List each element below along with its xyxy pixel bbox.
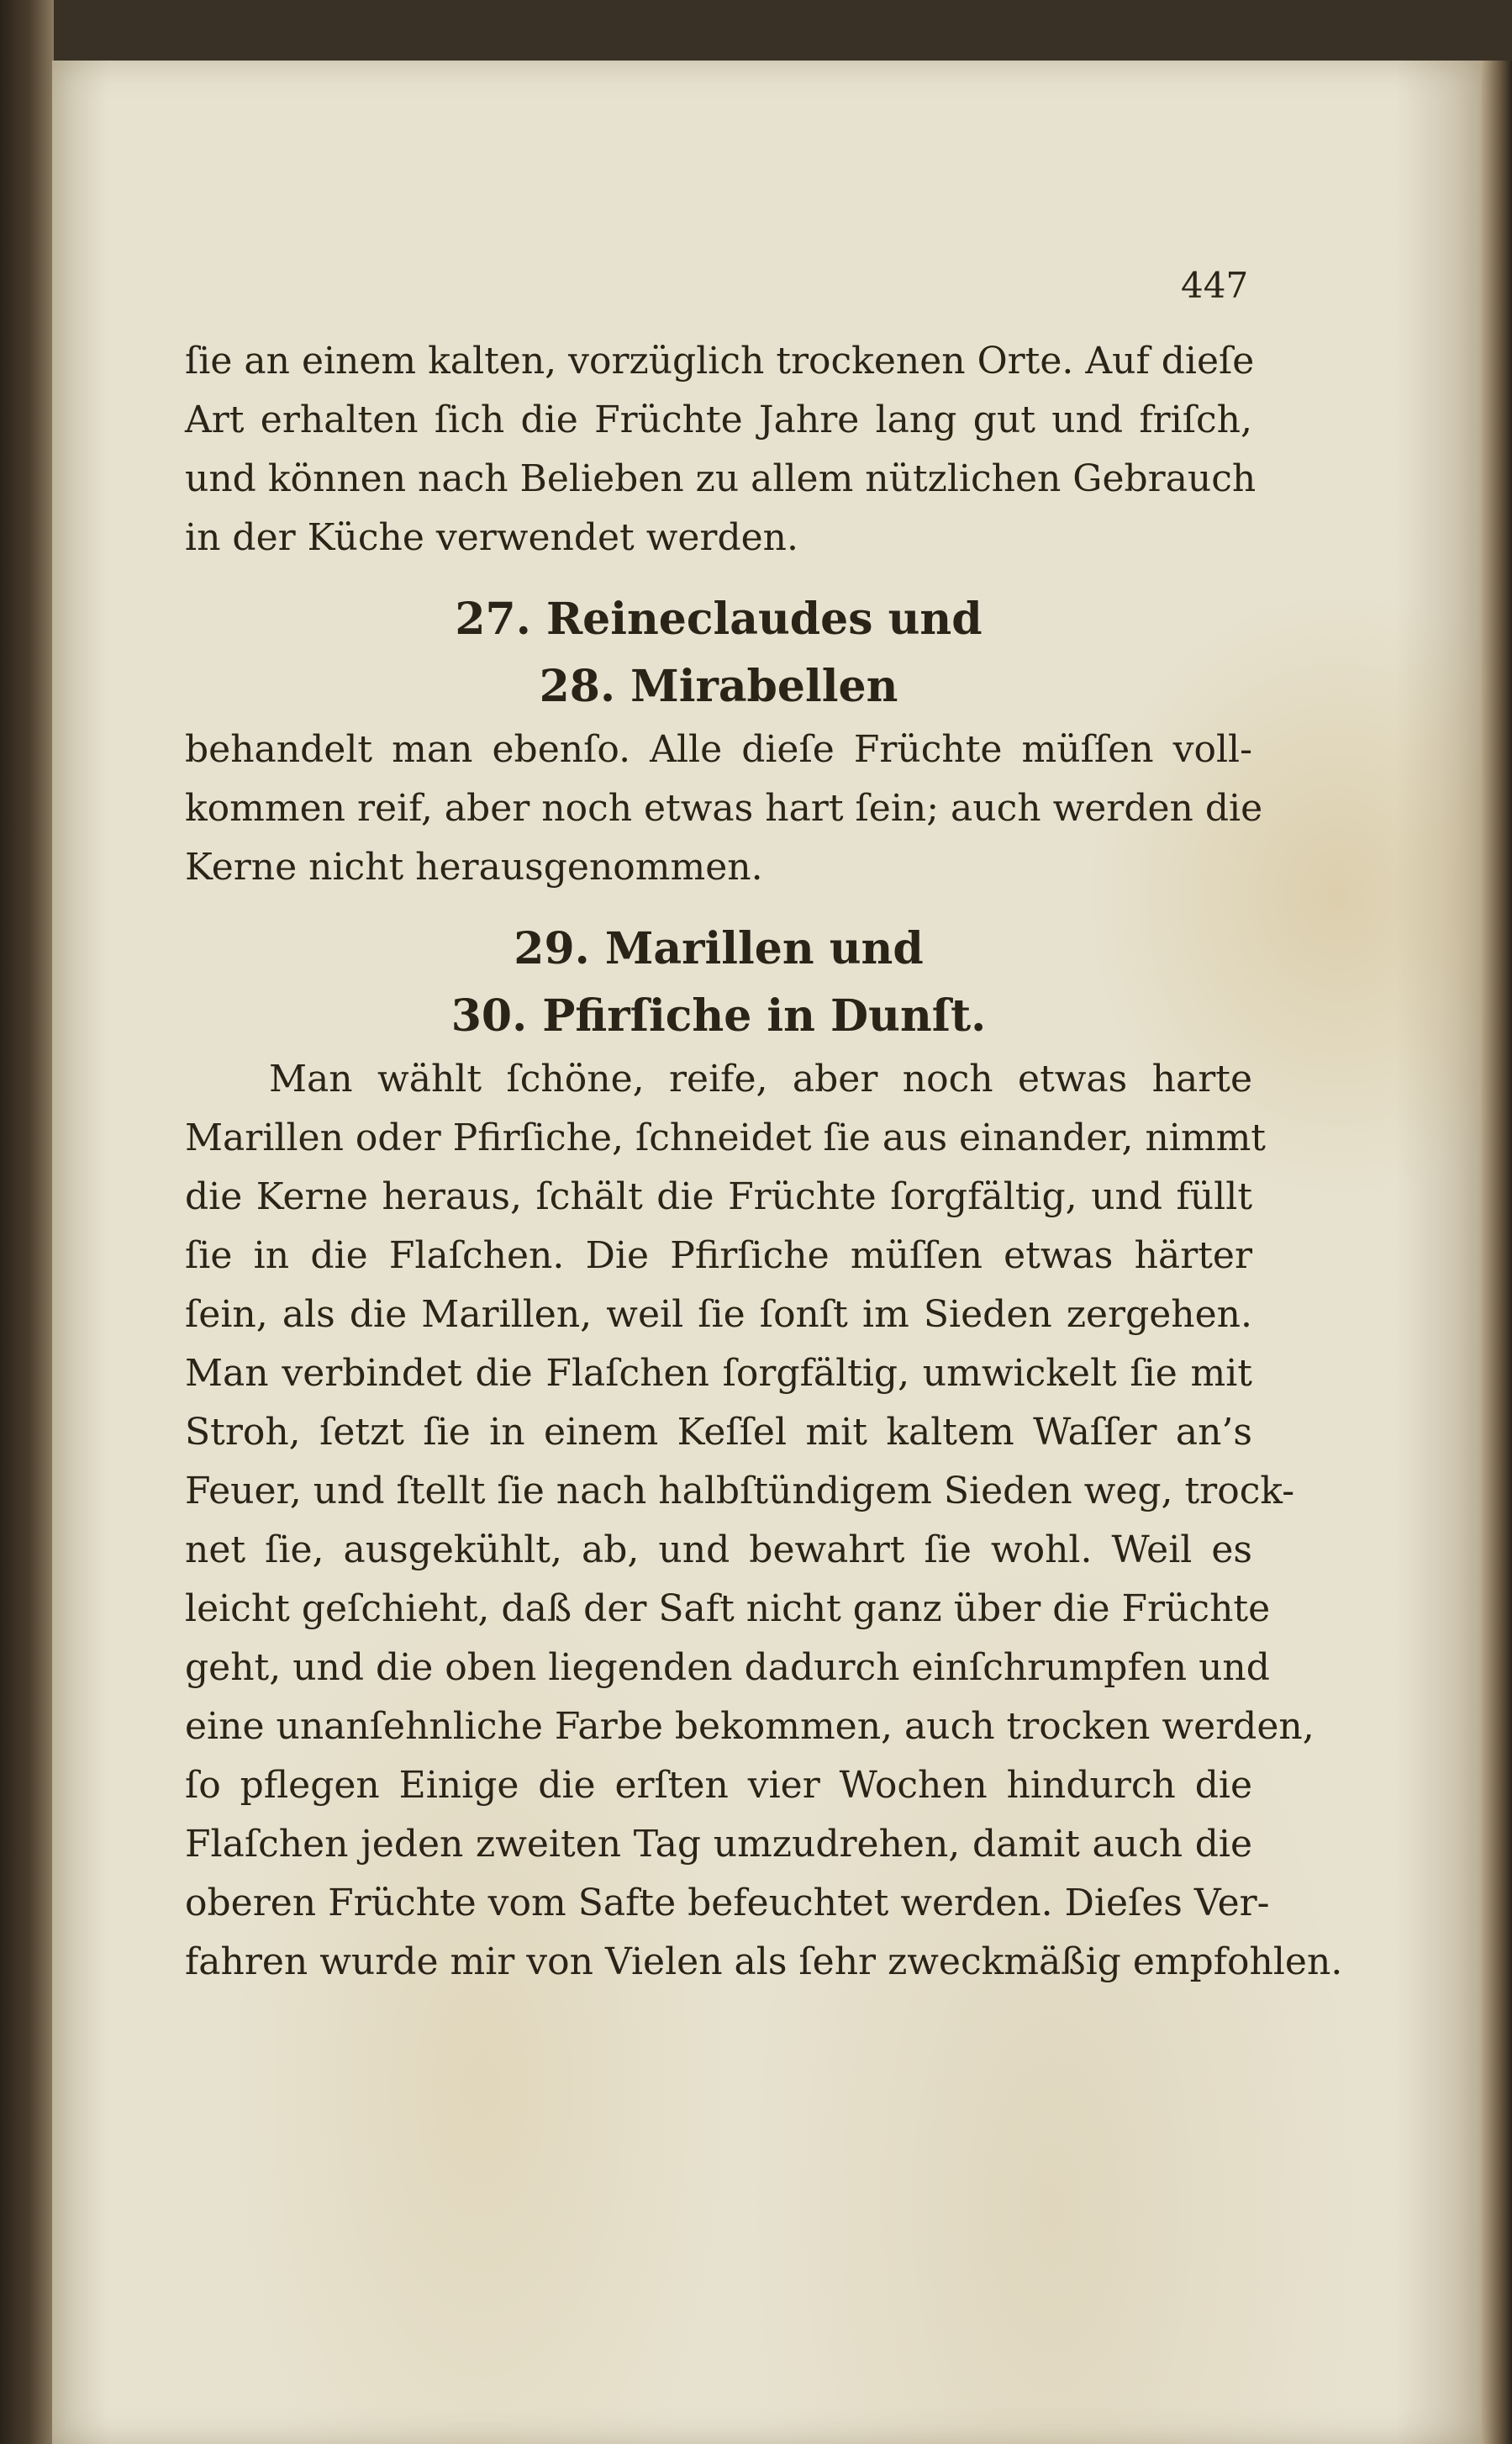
page-edge — [1481, 61, 1512, 2444]
text-line: ſie an einem kalten, vorzüglich trockenen Orte. Auf dieſe — [185, 340, 1255, 383]
text-line: die Kerne heraus, ſchält die Früchte ſorgfältig, und füllt — [185, 1175, 1252, 1218]
section-heading-28: 28. Mirabellen — [539, 661, 898, 712]
page-text — [185, 332, 1343, 1992]
text-line: ſie in die Flaſchen. Die Pfirſiche müſſen etwas härter — [185, 1234, 1252, 1277]
text-line: Kerne nicht herausgenommen. — [185, 846, 763, 889]
text-line: fahren wurde mir von Vielen als ſehr zweckmäßig empfohlen. — [185, 1940, 1343, 1983]
text-line: geht, und die oben liegenden dadurch einſchrumpfen und — [185, 1646, 1270, 1689]
page-number: 447 — [1181, 265, 1249, 306]
text-line: ſein, als die Marillen, weil ſie ſonſt im Sieden zergehen. — [185, 1293, 1252, 1336]
paragraph-mirabellen — [185, 721, 1263, 897]
text-line: und können nach Belieben zu allem nützlichen Gebrauch — [185, 457, 1256, 500]
text-line: leicht geſchieht, daß der Saft nicht ganz über die Früchte — [185, 1587, 1271, 1630]
text-line: behandelt man ebenſo. Alle dieſe Früchte müſſen voll- — [185, 728, 1252, 771]
text-line: Stroh, ſetzt ſie in einem Keſſel mit kaltem Waſſer an’s — [185, 1411, 1252, 1454]
text-line: Marillen oder Pfirſiche, ſchneidet ſie aus einander, nimmt — [185, 1116, 1266, 1159]
text-line: eine unanſehnliche Farbe bekommen, auch trocken werden, — [185, 1705, 1314, 1748]
paragraph-continuation — [185, 332, 1256, 567]
text-line: in der Küche verwendet werden. — [185, 516, 798, 559]
text-line: Art erhalten ſich die Früchte Jahre lang gut und friſch, — [185, 399, 1252, 441]
text-line: kommen reif, aber noch etwas hart ſein; auch werden die — [185, 787, 1263, 830]
text-line: Man verbindet die Flaſchen ſorgfältig, umwickelt ſie mit — [185, 1352, 1252, 1395]
section-heading-30: 30. Pfirſiche in Dunſt. — [450, 990, 987, 1042]
text-line: Feuer, und ſtellt ſie nach halbſtündigem Sieden weg, trock- — [185, 1470, 1295, 1512]
section-heading-27: 27. Reineclaudes und — [455, 594, 983, 645]
book-spine — [0, 0, 54, 2444]
paragraph-marillen — [185, 1050, 1343, 1992]
section-heading-29: 29. Marillen und — [514, 923, 924, 974]
text-line: oberen Früchte vom Safte befeuchtet werden. Dieſes Ver- — [185, 1882, 1270, 1924]
text-line: Man wählt ſchöne, reife, aber noch etwas harte — [269, 1058, 1252, 1101]
text-line: net ſie, ausgekühlt, ab, und bewahrt ſie wohl. Weil es — [185, 1528, 1252, 1571]
text-line: Flaſchen jeden zweiten Tag umzudrehen, damit auch die — [185, 1823, 1252, 1866]
text-line: ſo pflegen Einige die erſten vier Wochen hindurch die — [185, 1764, 1252, 1807]
